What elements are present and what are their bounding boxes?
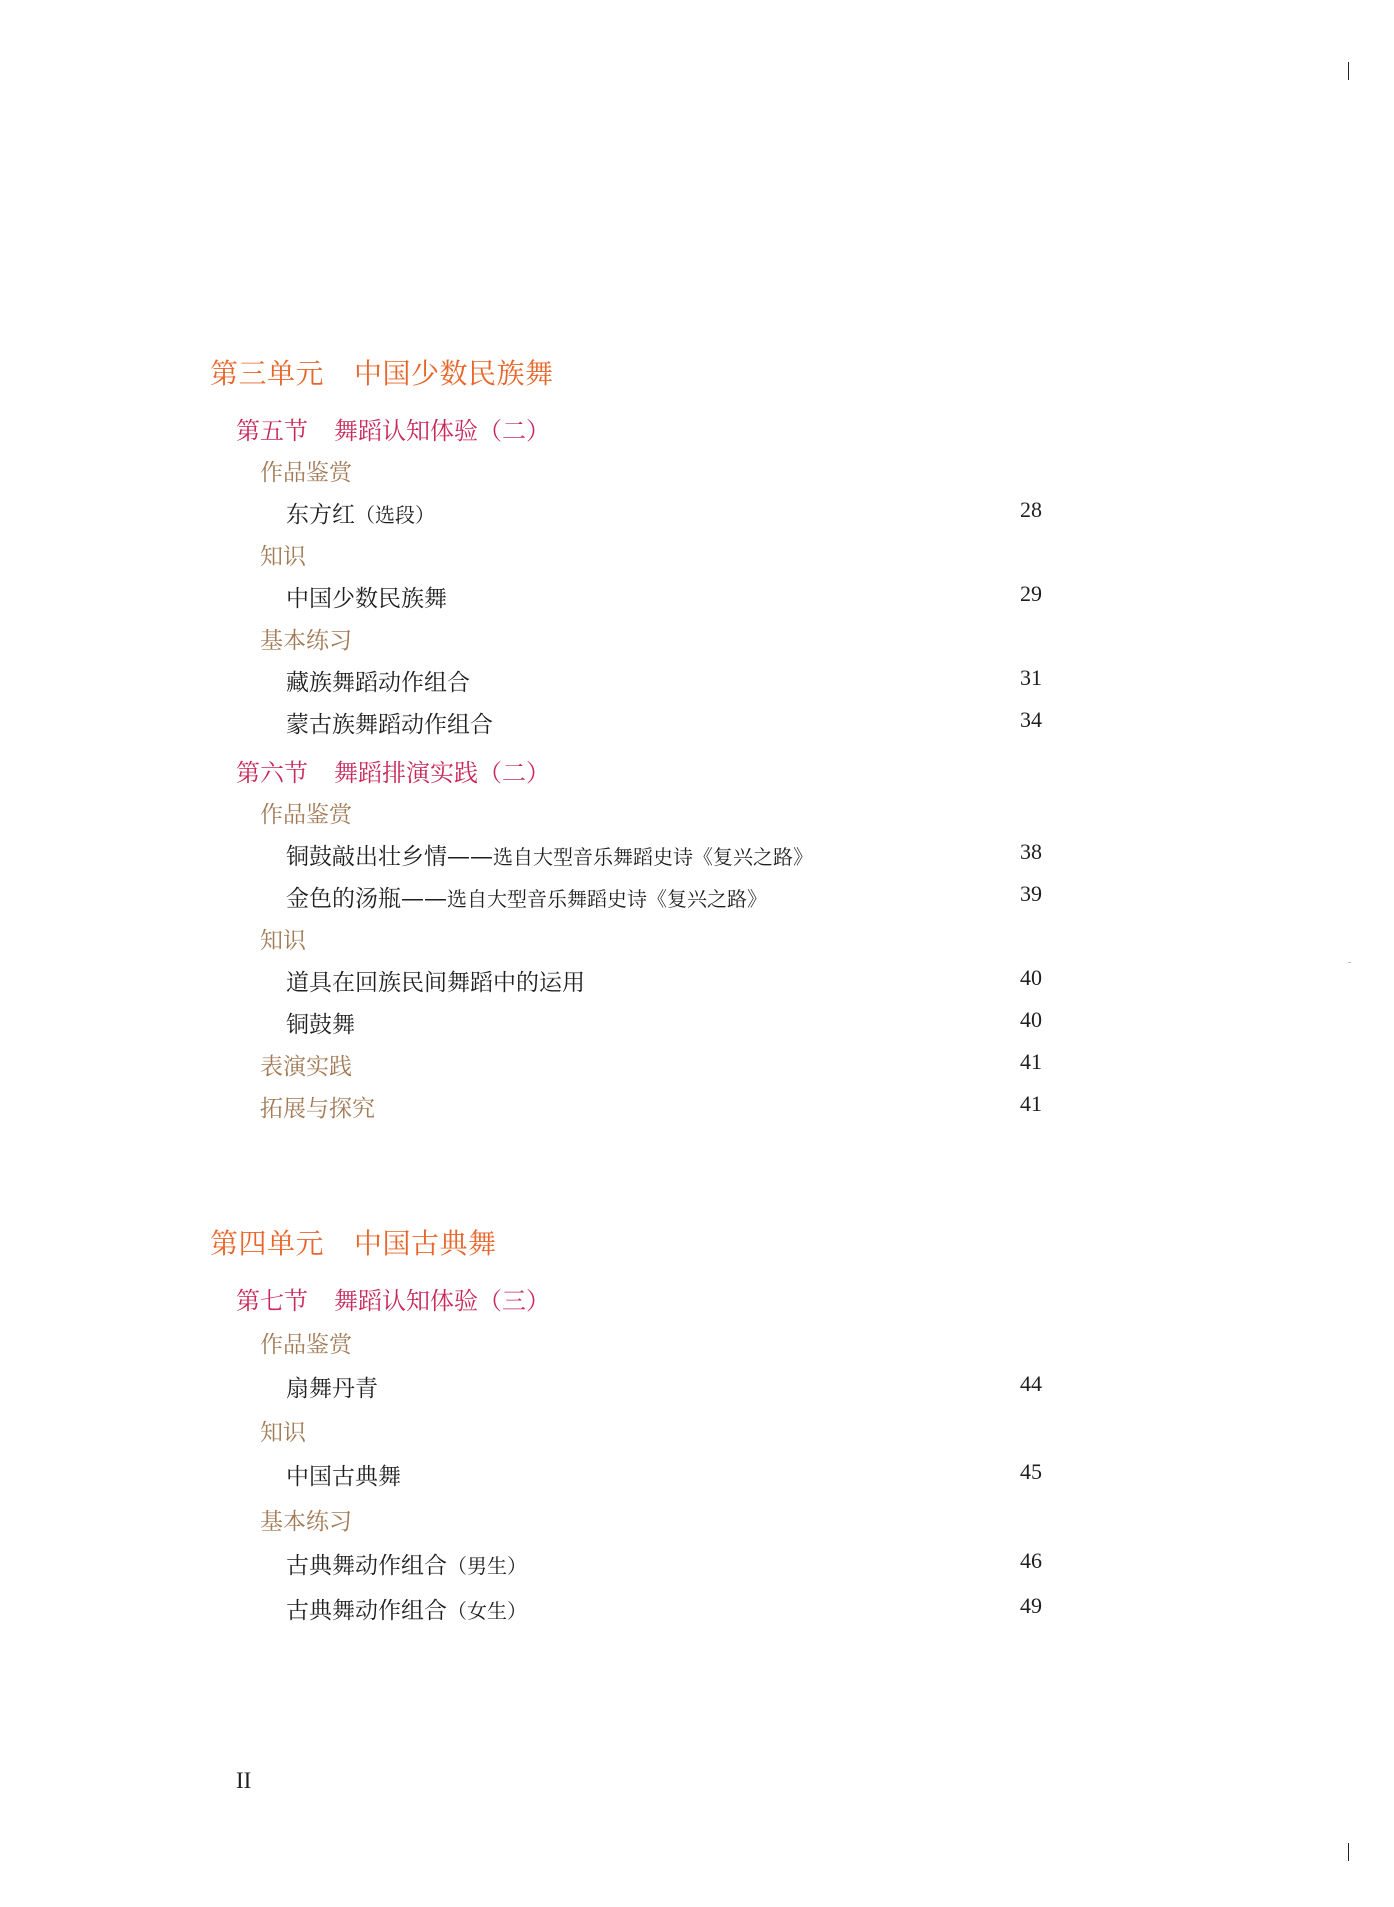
- section-6-category-knowledge: 知识: [260, 928, 306, 954]
- page-number: 40: [1020, 965, 1042, 990]
- entry-note: （男生）: [447, 1554, 527, 1578]
- entry-title: 古典舞动作组合: [286, 1598, 447, 1624]
- entry-title: 扇舞丹青: [286, 1376, 378, 1402]
- page-number: 28: [1020, 497, 1042, 522]
- toc-entry-classical-combo-female: [286, 1592, 527, 1625]
- page-number: 31: [1020, 665, 1042, 690]
- margin-mark: [1348, 962, 1351, 963]
- toc-entry-fan-dance: [286, 1370, 378, 1403]
- unit-4-heading: [210, 1222, 497, 1262]
- entry-title: 铜鼓舞: [286, 1012, 355, 1038]
- section-7-title: 舞蹈认知体验（三）: [334, 1287, 550, 1315]
- entry-title: 藏族舞蹈动作组合: [286, 670, 470, 696]
- page-number: 39: [1020, 881, 1042, 906]
- page-number: 40: [1020, 1007, 1042, 1032]
- entry-title: 金色的汤瓶——: [286, 886, 447, 912]
- crop-mark-bottom: [1348, 1843, 1349, 1861]
- page-number: 49: [1020, 1593, 1042, 1618]
- section-7-category-knowledge: 知识: [260, 1420, 306, 1446]
- entry-title: 铜鼓敲出壮乡情——: [286, 844, 493, 870]
- section-7-heading: [236, 1281, 550, 1316]
- section-5-category-appreciation: 作品鉴赏: [260, 460, 352, 486]
- entry-note: （选段）: [355, 503, 435, 527]
- toc-entry-props-hui-dance: [286, 964, 585, 997]
- entry-title: 东方红: [286, 502, 355, 528]
- entry-note: 选自大型音乐舞蹈史诗《复兴之路》: [447, 887, 767, 911]
- entry-title: 蒙古族舞蹈动作组合: [286, 712, 493, 738]
- page-number: 41: [1020, 1049, 1042, 1074]
- page-number: 29: [1020, 581, 1042, 606]
- toc-entry-classical-combo-male: [286, 1547, 527, 1580]
- section-6-number: 第六节: [236, 759, 308, 787]
- page-number: 41: [1020, 1091, 1042, 1116]
- section-6-heading: [236, 753, 550, 788]
- unit-4-number: 第四单元: [210, 1227, 325, 1260]
- entry-note: 选自大型音乐舞蹈史诗《复兴之路》: [493, 845, 813, 869]
- toc-entry-bronze-drum-zhuang: [286, 838, 813, 871]
- toc-entry-tibetan-combo: [286, 664, 470, 697]
- entry-title: 古典舞动作组合: [286, 1553, 447, 1579]
- unit-4-title: 中国古典舞: [354, 1227, 497, 1260]
- page-number: 44: [1020, 1371, 1042, 1396]
- section-7-number: 第七节: [236, 1287, 308, 1315]
- page-number: 45: [1020, 1459, 1042, 1484]
- toc-entry-minority-dance: [286, 580, 447, 613]
- toc-entry-classical-dance: [286, 1458, 401, 1491]
- entry-title: 中国古典舞: [286, 1464, 401, 1490]
- toc-entry-golden-tangping: [286, 880, 767, 913]
- toc-entry-dongfanghong: [286, 496, 435, 529]
- page-number: 34: [1020, 707, 1042, 732]
- section-7-category-practice: 基本练习: [260, 1509, 352, 1535]
- section-6-category-explore: 拓展与探究: [260, 1096, 375, 1122]
- entry-note: （女生）: [447, 1599, 527, 1623]
- section-6-category-performance: 表演实践: [260, 1054, 352, 1080]
- page-number: 38: [1020, 839, 1042, 864]
- unit-3-title: 中国少数民族舞: [354, 357, 554, 390]
- unit-3-heading: [210, 352, 554, 392]
- entry-title: 中国少数民族舞: [286, 586, 447, 612]
- section-6-title: 舞蹈排演实践（二）: [334, 759, 550, 787]
- section-5-category-knowledge: 知识: [260, 544, 306, 570]
- entry-title: 道具在回族民间舞蹈中的运用: [286, 970, 585, 996]
- toc-entry-bronze-drum-dance: [286, 1006, 355, 1039]
- section-5-number: 第五节: [236, 417, 308, 445]
- section-5-heading: [236, 411, 550, 446]
- unit-3-number: 第三单元: [210, 357, 325, 390]
- crop-mark-top: [1348, 62, 1349, 80]
- page-number: 46: [1020, 1548, 1042, 1573]
- page-folio: II: [236, 1768, 252, 1793]
- section-5-category-practice: 基本练习: [260, 628, 352, 654]
- section-5-title: 舞蹈认知体验（二）: [334, 417, 550, 445]
- section-6-category-appreciation: 作品鉴赏: [260, 802, 352, 828]
- section-7-category-appreciation: 作品鉴赏: [260, 1332, 352, 1358]
- toc-entry-mongolian-combo: [286, 706, 493, 739]
